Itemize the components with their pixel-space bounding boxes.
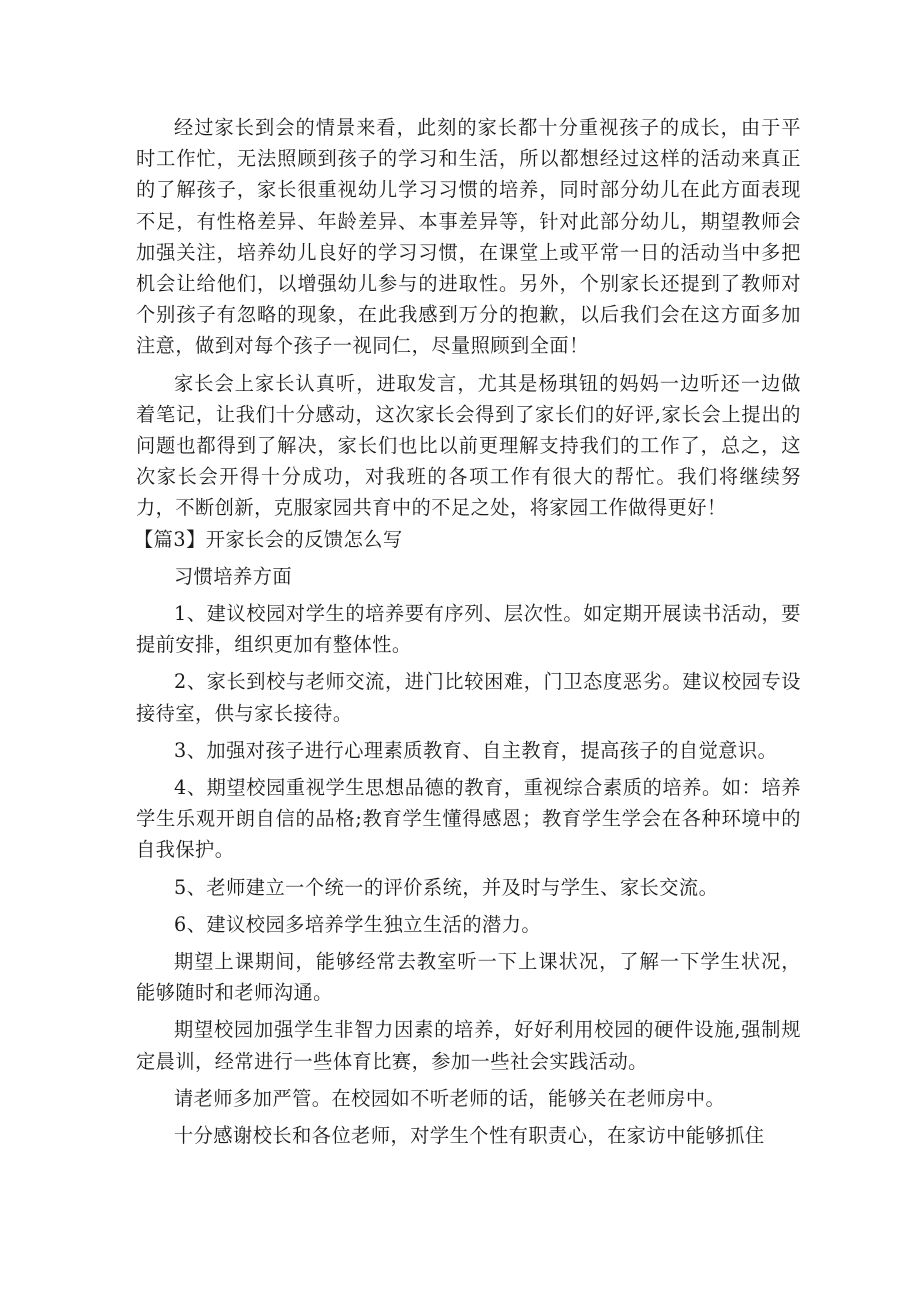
subheading-habit: 习惯培养方面 — [174, 564, 293, 588]
paragraph-strict-teacher: 请老师多加严管。在校园如不听老师的话，能够关在老师房中。 — [174, 1086, 726, 1110]
paragraph-meeting-summary: 家长会上家长认真听，进取发言，尤其是杨琪钮的妈妈一边听还一边做着笔记，让我们十分感动，这次家长会得到了家长们的好评,家长会上提出的问题也都得到了解决，家长们也比以前更理解支持我们的工作了，总之，这次家长会开得十分成功，对我班的各项工作有很大的帮忙。我们将继续努力，不断创新，克服家园共育中的不足之处，将家园工作做得更好！ — [136, 371, 801, 520]
list-item: 2、家长到校与老师交流，进门比较困难，门卫态度恶劣。建议校园专设接待室，供与家长接待。 — [136, 670, 801, 725]
paragraph-parent-attendance: 经过家长到会的情景来看，此刻的家长都十分重视孩子的成长，由于平时工作忙，无法照顾到孩子的学习和生活，所以都想经过这样的活动来真正的了解孩子，家长很重视幼儿学习习惯的培养，同时部分幼儿在此方面表现不足，有性格差异、年龄差异、本事差异等，针对此部分幼儿，期望教师会加强关注，培养幼儿良好的学习习惯，在课堂上或平常一日的活动当中多把机会让给他们，以增强幼儿参与的进取性。另外，个别家长还提到了教师对个别孩子有忽略的现象，在此我感到万分的抱歉，以后我们会在这方面多加注意，做到对每个孩子一视同仁，尽量照顾到全面！ — [136, 116, 801, 358]
list-item: 5、老师建立一个统一的评价系统，并及时与学生、家长交流。 — [174, 875, 719, 899]
paragraph-classroom-visit: 期望上课期间，能够经常去教室听一下上课状况，了解一下学生状况，能够随时和老师沟通。 — [136, 950, 801, 1005]
list-item: 6、建议校园多培养学生独立生活的潜力。 — [174, 912, 542, 936]
list-item: 1、建议校园对学生的培养要有序列、层次性。如定期开展读书活动，要提前安排，组织更加有整体性。 — [136, 602, 801, 657]
paragraph-non-intellectual: 期望校园加强学生非智力因素的培养，好好利用校园的硬件设施,强制规定晨训，经常进行一些体育比赛，参加一些社会实践活动。 — [136, 1018, 801, 1073]
document-body — [136, 112, 801, 1151]
list-item: 3、加强对孩子进行心理素质教育、自主教育，提高孩子的自觉意识。 — [174, 738, 778, 762]
list-item: 4、期望校园重视学生思想品德的教育，重视综合素质的培养。如：培养学生乐观开朗自信的品格;教育学生懂得感恩；教育学生学会在各种环境中的自我保护。 — [136, 776, 801, 862]
paragraph-thanks: 十分感谢校长和各位老师，对学生个性有职责心，在家访中能够抓住 — [174, 1124, 765, 1148]
section-heading: 【篇3】开家长会的反馈怎么写 — [134, 527, 403, 551]
